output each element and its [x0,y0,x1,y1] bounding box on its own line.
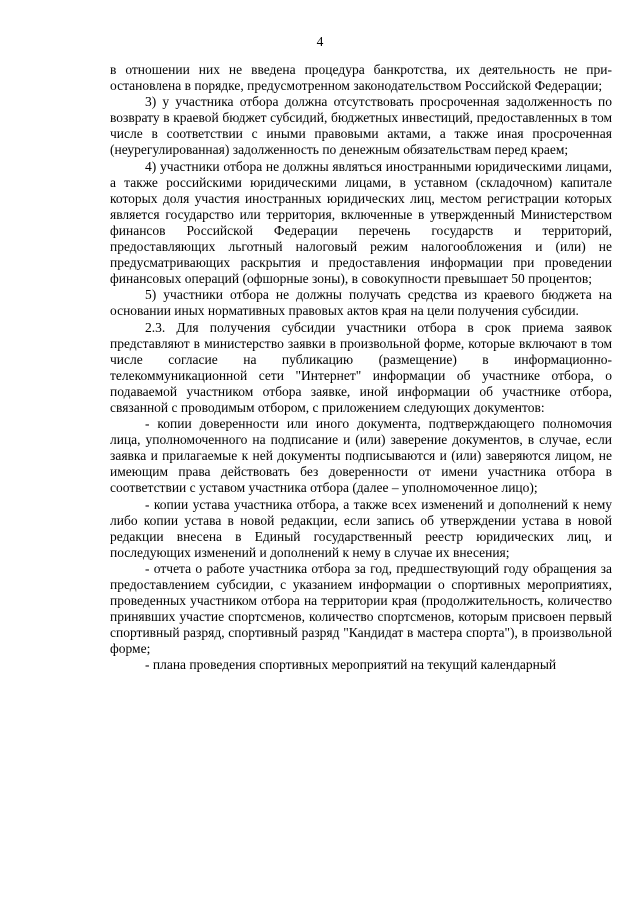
list-item-power-of-attorney: - копии доверенности или иного документа, подтверждающего полномочия лица, уполномоченного на подписание и (или) заверение документов, в случае, если заявка и прилагаемые к ней документы подписываются и (или) заверяются лицом, не имеющим права действовать без доверенности от имени участника отбора в соответствии с уставом участника отбора (далее – уполномоченное лицо); [110,416,612,496]
list-item-charter-copy: - копии устава участника отбора, а также всех изменений и дополнений к нему либо копии устава в новой редакции, если запись об утверждении устава в новой редакции внесена в Единый государственный реестр юридических лиц, и последующих изменений и дополнений к нему в случае их внесения; [110,496,612,560]
document-body [110,62,612,674]
paragraph-item-4-foreign-entities: 4) участники отбора не должны являться иностранными юридическими лицами, а также российскими юридическими лицами, в уставном (складочном) капитале которых доля участия иностранных юридических лиц, местом регистрации которых является государство или территория, включенные в утвержденный Министерством финансов Российской Федерации перечень государств и территорий, предоставляющих льготный налоговый режим налогообложения и (или) не предусматривающих раскрытия и предоставления информации при проведении финансовых операций (офшорные зоны), в совокупности превышает 50 процентов; [110,158,612,287]
paragraph-section-2-3: 2.3. Для получения субсидии участники отбора в срок приема заявок представляют в министерство заявки в произвольной форме, которые включают в том числе согласие на публикацию (размещение) в информационно-телекоммуникационной сети "Интернет" информации об участнике отбора, о подаваемой участником отбора заявке, иной информации об участнике отбора, связанной с проводимым отбором, с приложением следующих документов: [110,319,612,415]
list-item-events-plan: - плана проведения спортивных мероприятий на текущий календарный [145,657,557,673]
list-item-work-report: - отчета о работе участника отбора за год, предшествующий году обращения за предоставлением субсидии, с указанием информации о спортивных мероприятиях, проведенных участником отбора на территории края (продолжительность, количество принявших участие спортсменов, количество спортсменов, которым присвоен первый спортивный разряд, спортивный разряд "Кандидат в мастера спорта"), в произвольной форме; [110,560,612,657]
page-number: 4 [316,34,324,49]
paragraph-bankruptcy-continuation: в отношении них не введена процедура банкротства, их деятельность не приостановлена в порядке, предусмотренном законодательством Российской Федерации; [110,62,612,94]
paragraph-item-3-debt: 3) у участника отбора должна отсутствовать просроченная задолженность по возврату в краевой бюджет субсидий, бюджетных инвестиций, предоставленных в том числе в соответствии с иными правовыми актами, а также иная просроченная (неурегулированная) задолженность по денежным обязательствам перед краем; [110,94,612,158]
paragraph-item-5-budget-funds: 5) участники отбора не должны получать средства из краевого бюджета на основании иных нормативных правовых актов края на цели получения субсидии. [110,287,612,319]
